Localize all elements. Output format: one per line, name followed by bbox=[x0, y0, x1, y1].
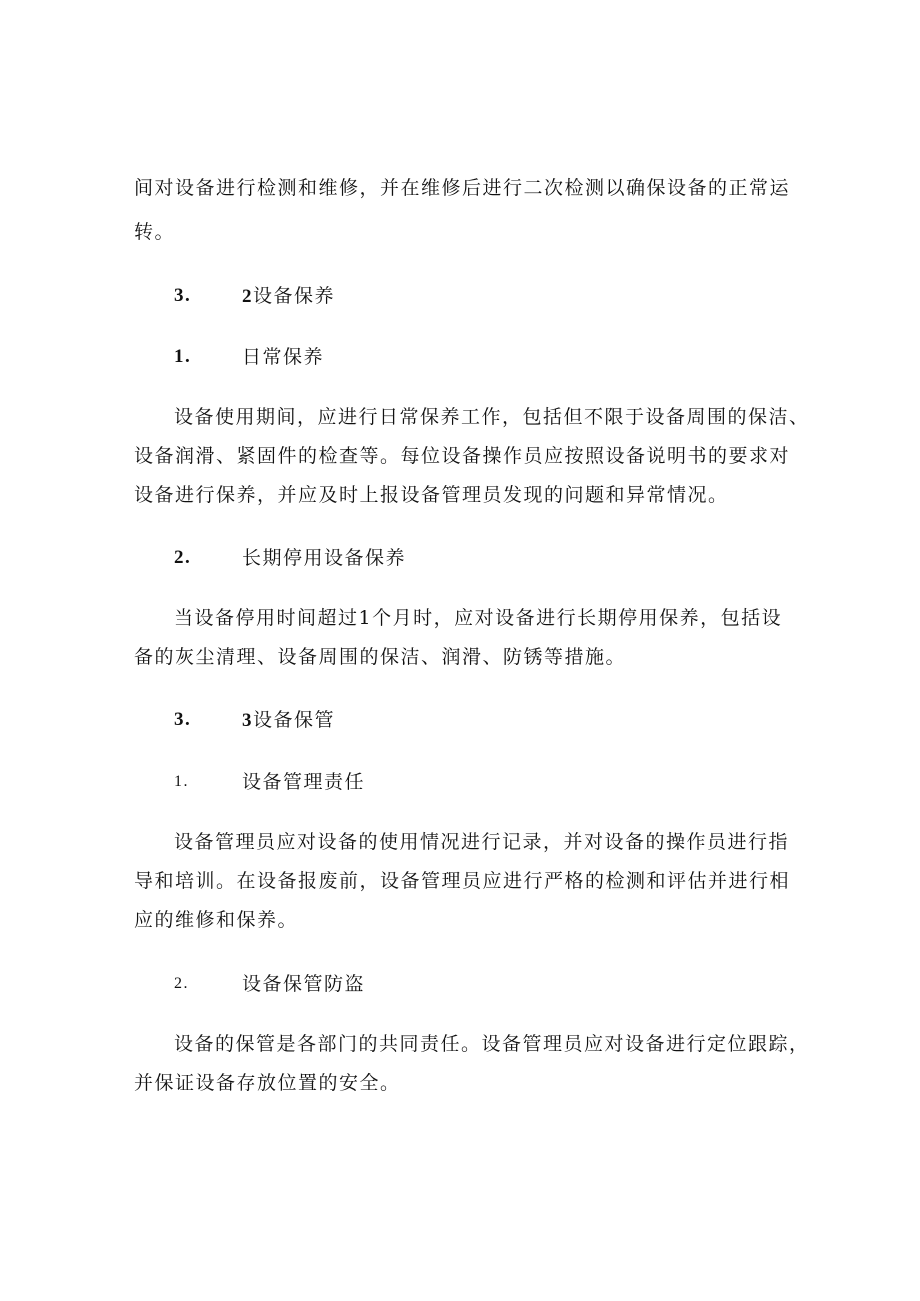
item-title: 长期停用设备保养 bbox=[242, 547, 407, 569]
paragraph-line: 设备管理员应对设备的使用情况进行记录，并对设备的操作员进行指 bbox=[174, 831, 790, 853]
item-number: 2. bbox=[174, 547, 192, 568]
paragraph-line: 备的灰尘清理、设备周围的保洁、润滑、防锈等措施。 bbox=[134, 646, 627, 668]
item-number: 2. bbox=[174, 975, 189, 992]
item-title: 设备保管防盗 bbox=[242, 973, 366, 995]
paragraph-line: 设备进行保养，并应及时上报设备管理员发现的问题和异常情况。 bbox=[134, 484, 729, 506]
section-subnumber: 2 bbox=[242, 286, 253, 307]
section-title-wrap bbox=[242, 284, 335, 309]
section-subnumber: 3 bbox=[242, 710, 253, 731]
section-title-wrap bbox=[242, 708, 335, 733]
paragraph-line: 当设备停用时间超过1个月时，应对设备进行长期停用保养，包括设 bbox=[174, 607, 783, 629]
item-number: 1. bbox=[174, 773, 189, 790]
paragraph-line: 应的维修和保养。 bbox=[134, 909, 299, 931]
section-title: 设备保养 bbox=[253, 285, 336, 307]
item-title: 设备管理责任 bbox=[242, 771, 366, 793]
paragraph-line: 间对设备进行检测和维修，并在维修后进行二次检测以确保设备的正常运 bbox=[134, 177, 791, 199]
paragraph-line: 导和培训。在设备报废前，设备管理员应进行严格的检测和评估并进行相 bbox=[134, 870, 791, 892]
item-title: 日常保养 bbox=[242, 346, 325, 368]
section-title: 设备保管 bbox=[253, 709, 336, 731]
section-number: 3. bbox=[174, 709, 192, 730]
paragraph-line: 设备的保管是各部门的共同责任。设备管理员应对设备进行定位跟踪， bbox=[174, 1033, 810, 1055]
item-number: 1. bbox=[174, 346, 192, 367]
section-number: 3. bbox=[174, 285, 192, 306]
paragraph-line: 设备使用期间，应进行日常保养工作，包括但不限于设备周围的保洁、 bbox=[174, 406, 810, 428]
paragraph-line: 并保证设备存放位置的安全。 bbox=[134, 1072, 401, 1094]
paragraph-line: 转。 bbox=[134, 221, 176, 243]
paragraph-line: 设备润滑、紧固件的检查等。每位设备操作员应按照设备说明书的要求对 bbox=[134, 445, 791, 467]
